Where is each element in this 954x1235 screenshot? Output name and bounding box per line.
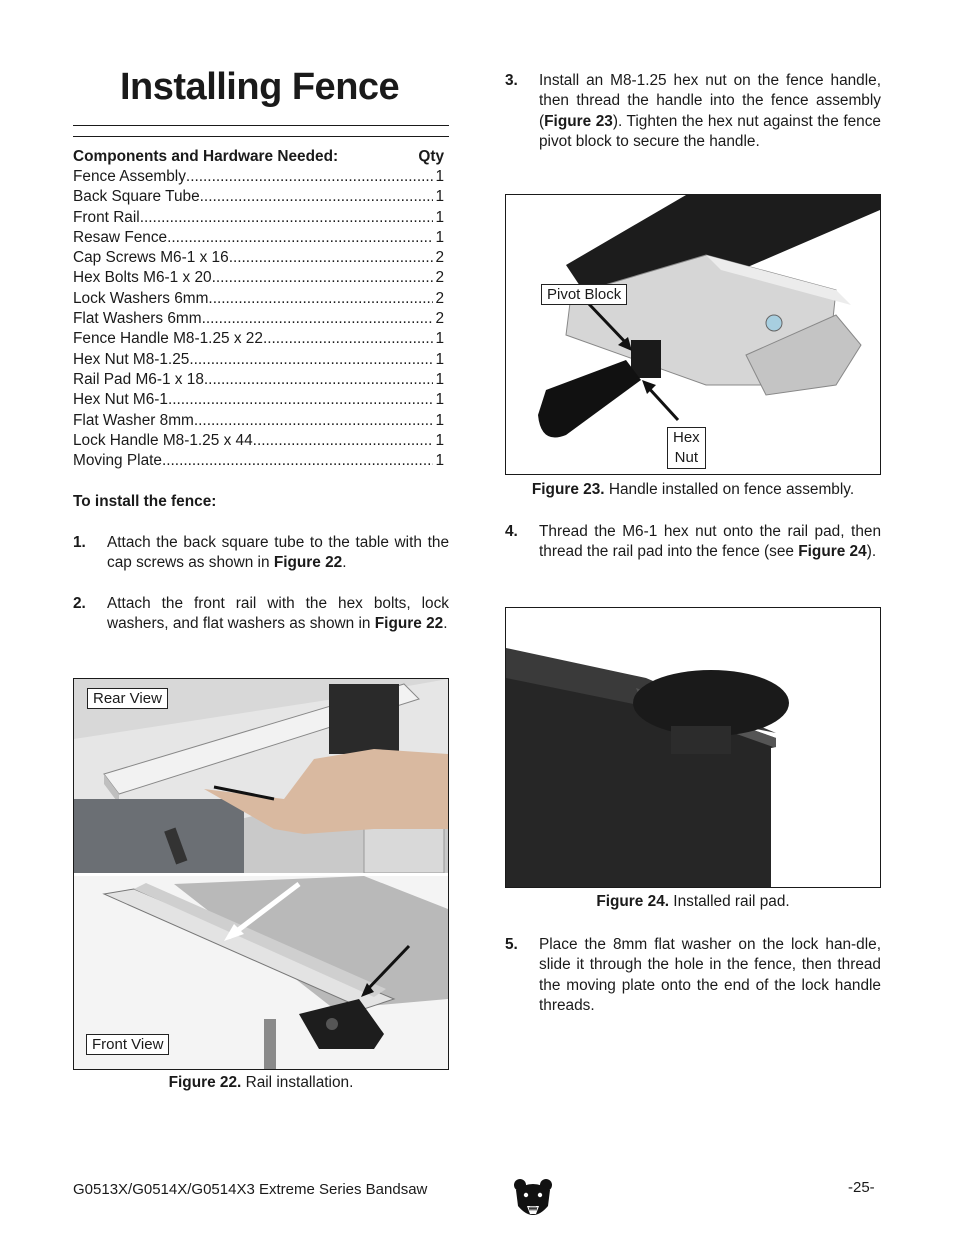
figure-23 xyxy=(505,194,881,475)
component-name: Back Square Tube xyxy=(73,188,200,206)
component-row xyxy=(73,329,444,349)
figure-reference: Figure 22 xyxy=(374,615,444,633)
step-number: 1. xyxy=(73,534,86,551)
figure-24-photo xyxy=(506,608,880,887)
component-qty: 2 xyxy=(435,249,444,267)
step-number: 5. xyxy=(505,936,518,953)
step-text-part: . xyxy=(443,615,448,633)
title-rule-bottom xyxy=(73,136,449,137)
step-text xyxy=(539,522,881,563)
component-row xyxy=(73,289,444,309)
component-name: Lock Handle M8-1.25 x 44 xyxy=(73,431,253,449)
install-heading: To install the fence: xyxy=(73,493,217,510)
step-text-part: Attach the back square tube to the table with the cap screws as shown in xyxy=(107,534,449,572)
component-name: Flat Washer 8mm xyxy=(73,411,194,429)
component-name: Lock Washers 6mm xyxy=(73,289,209,307)
caption-text: Handle installed on fence assembly. xyxy=(604,481,855,498)
component-row xyxy=(73,268,444,288)
components-rows xyxy=(73,167,444,471)
figure-reference: Figure 22 xyxy=(273,554,343,572)
leader-dots xyxy=(162,451,433,471)
label-front-view: Front View xyxy=(86,1034,169,1055)
caption-text: Installed rail pad. xyxy=(669,893,790,910)
label-hex-nut xyxy=(667,427,706,469)
label-hex-nut-line2: Nut xyxy=(674,449,699,466)
leader-dots xyxy=(212,268,434,288)
figure-23-caption xyxy=(505,481,881,499)
components-header-qty: Qty xyxy=(418,148,444,165)
component-name: Fence Assembly xyxy=(73,168,186,185)
component-row xyxy=(73,248,444,268)
component-qty: 1 xyxy=(435,168,444,185)
step-4 xyxy=(505,522,881,563)
components-header xyxy=(73,147,444,167)
component-name: Rail Pad M6-1 x 18 xyxy=(73,370,204,388)
figure-22-caption xyxy=(73,1074,449,1092)
step-5 xyxy=(505,935,881,1016)
component-qty: 2 xyxy=(435,310,444,328)
step-number: 2. xyxy=(73,595,86,612)
component-row xyxy=(73,411,444,431)
figure-24 xyxy=(505,607,881,888)
leader-dots xyxy=(189,350,433,370)
components-header-label: Components and Hardware Needed: xyxy=(73,148,339,165)
component-name: Hex Nut M8-1.25 xyxy=(73,350,190,368)
component-name: Front Rail xyxy=(73,208,140,226)
label-rear-view: Rear View xyxy=(87,688,168,709)
leader-dots xyxy=(168,390,434,410)
leader-dots xyxy=(167,228,433,248)
component-name: Hex Bolts M6-1 x 20 xyxy=(73,269,212,287)
component-name: Fence Handle M8-1.25 x 22 xyxy=(73,330,263,348)
footer-model: G0513X/G0514X/G0514X3 Extreme Series Bandsaw xyxy=(73,1181,428,1198)
component-qty: 1 xyxy=(435,391,444,409)
leader-dots xyxy=(204,370,434,390)
component-row xyxy=(73,228,444,248)
caption-text: Rail installation. xyxy=(241,1074,354,1091)
component-qty: 1 xyxy=(435,350,444,368)
figure-24-caption xyxy=(505,893,881,911)
step-text-part: Attach the front rail with the hex bolts, lock washers, and flat washers as shown in xyxy=(107,595,449,633)
label-hex-nut-line1: Hex xyxy=(673,429,700,446)
step-text-part: ). Tighten the hex nut against the fence pivot block to secure the handle. xyxy=(539,112,881,150)
leader-dots xyxy=(202,309,434,329)
component-row xyxy=(73,431,444,451)
component-row xyxy=(73,167,444,187)
step-3 xyxy=(505,71,881,152)
leader-dots xyxy=(194,411,434,431)
component-qty: 1 xyxy=(435,431,444,449)
leader-dots xyxy=(229,248,434,268)
label-pivot-block: Pivot Block xyxy=(541,284,627,305)
title-rule-top xyxy=(73,125,449,126)
figure-22-photo xyxy=(74,679,448,1069)
step-text xyxy=(539,71,881,152)
components-list xyxy=(73,147,444,471)
component-name: Resaw Fence xyxy=(73,228,168,246)
component-row xyxy=(73,390,444,410)
component-name: Hex Nut M6-1 xyxy=(73,391,168,409)
figure-reference: Figure 24 xyxy=(798,543,867,561)
component-qty: 1 xyxy=(435,188,444,206)
page-title: Installing Fence xyxy=(120,66,400,108)
component-row xyxy=(73,309,444,329)
component-row xyxy=(73,350,444,370)
component-qty: 2 xyxy=(435,269,444,287)
step-text-part: Thread the M6-1 hex nut onto the rail pad, then thread the rail pad into the fence (see xyxy=(539,523,881,561)
step-text-part: Install an M8-1.25 hex nut on the fence handle, then thread the handle into the fence assembly ( xyxy=(539,72,881,130)
caption-figure-number: Figure 22. xyxy=(168,1074,242,1091)
step-1 xyxy=(73,533,449,574)
component-qty: 1 xyxy=(435,452,444,470)
component-row xyxy=(73,187,444,207)
leader-dots xyxy=(263,329,434,349)
component-qty: 1 xyxy=(435,228,444,246)
step-number: 4. xyxy=(505,523,518,540)
grizzly-bear-logo-icon xyxy=(512,1176,554,1224)
leader-dots xyxy=(200,187,434,207)
component-name: Flat Washers 6mm xyxy=(73,310,202,328)
leader-dots xyxy=(253,431,434,451)
step-text xyxy=(107,594,449,635)
step-text xyxy=(107,533,449,574)
component-qty: 2 xyxy=(435,289,444,307)
step-number: 3. xyxy=(505,72,518,89)
leader-dots xyxy=(140,208,434,228)
step-text: Place the 8mm flat washer on the lock han-dle, slide it through the hole in the fence, then thread the moving plate onto the end of the lock handle threads. xyxy=(539,936,881,1014)
page-number: -25- xyxy=(848,1179,875,1196)
component-name: Moving Plate xyxy=(73,452,162,470)
step-2 xyxy=(73,594,449,635)
component-qty: 1 xyxy=(435,208,444,226)
component-row xyxy=(73,370,444,390)
caption-figure-number: Figure 24. xyxy=(596,893,670,910)
component-qty: 1 xyxy=(435,330,444,348)
leader-dots xyxy=(208,289,433,309)
caption-figure-number: Figure 23. xyxy=(531,481,605,498)
leader-dots xyxy=(186,167,434,187)
step-text-part: . xyxy=(342,554,347,572)
component-qty: 1 xyxy=(435,411,444,429)
component-qty: 1 xyxy=(435,370,444,388)
component-name: Cap Screws M6-1 x 16 xyxy=(73,249,229,267)
component-row xyxy=(73,451,444,471)
component-row xyxy=(73,208,444,228)
figure-reference: Figure 23 xyxy=(544,112,613,130)
step-text-part: ). xyxy=(866,543,877,561)
figure-22 xyxy=(73,678,449,1070)
